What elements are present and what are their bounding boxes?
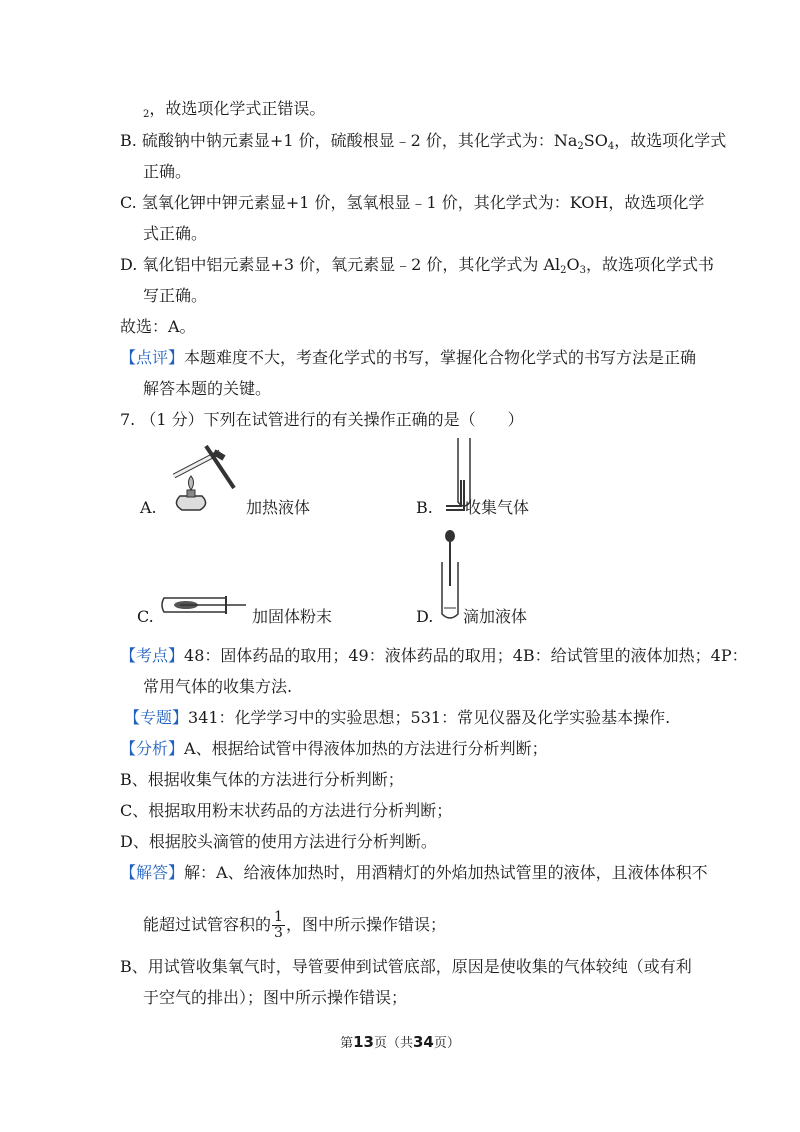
subscript: 4 [607,141,615,152]
text-span: ，图中所示操作错误； [285,915,446,934]
footer-text: 第 [340,1036,354,1051]
subscript: 2 [560,265,567,276]
dropping-liquid-figure [438,528,464,624]
jieda-tag: 【解答】 [120,863,185,882]
jieda-line [120,862,708,884]
subscript: 2 [143,109,150,120]
text-line: 写正确。 [143,286,208,305]
text-line: 式正确。 [143,224,208,243]
option-c-label: 加固体粉末 [252,607,333,626]
text-span: 341：化学学习中的实验思想；531：常见仪器及化学实验基本操作. [188,708,671,727]
text-line: C. 氢氧化钾中钾元素显+1 价，氢氧根显﹣1 价，其化学式为：KOH，故选项化学 [120,193,705,212]
kaodian-tag: 【考点】 [120,646,185,665]
option-a-letter: A. [140,498,157,517]
text-span: B. 硫酸钠中钠元素显+1 价，硫酸根显﹣2 价，其化学式为：Na [120,131,578,150]
zhuanti-line [124,707,670,729]
page-footer [0,1032,800,1051]
kaodian-line [120,645,748,667]
text-line [143,910,446,941]
text-span: O [566,255,580,274]
text-line: 于空气的排出）；图中所示操作错误； [143,988,408,1007]
option-d-label: 滴加液体 [463,607,528,626]
text-span: 本题难度不大，考查化学式的书写，掌握化合物化学式的书写方法是正确 [184,348,697,367]
zhuanti-tag: 【专题】 [124,708,189,727]
subscript: 2 [577,141,584,152]
fenxi-tag: 【分析】 [120,739,185,758]
text-line [120,130,726,158]
text-span: ，故选项化学式书 [586,255,715,274]
fraction-numerator: 1 [274,909,283,925]
text-line: D、根据胶头滴管的使用方法进行分析判断。 [120,832,437,851]
text-line: B、根据收集气体的方法进行分析判断； [120,770,404,789]
footer-text: 页） [433,1036,460,1051]
text-span: ，故选项化学式正错误。 [149,99,326,118]
text-line [143,98,325,126]
subscript: 3 [579,265,587,276]
option-b-label: 收集气体 [465,498,530,517]
text-span: A、根据给试管中得液体加热的方法进行分析判断； [184,739,548,758]
text-span: 能超过试管容积的 [143,915,272,934]
fraction-denominator: 3 [274,925,283,941]
option-d-letter: D. [416,607,434,626]
text-line: 常用气体的收集方法. [143,677,293,696]
heating-liquid-figure [158,438,238,514]
footer-text: 页（共 [373,1036,413,1051]
text-span: 48：固体药品的取用；49：液体药品的取用；4B：给试管里的液体加热；4P： [184,646,748,665]
question-title: 7. （1 分）下列在试管进行的有关操作正确的是（ ） [120,410,524,429]
review-line [120,347,696,369]
text-line: 正确。 [143,162,192,181]
review-tag: 【点评】 [120,348,185,367]
text-line [120,254,714,282]
text-line: C、根据取用粉末状药品的方法进行分析判断； [120,801,453,820]
adding-powder-figure [160,592,250,618]
text-span: 解：A、给液体加热时，用酒精灯的外焰加热试管里的液体，且液体体积不 [184,863,708,882]
page-number: 13 [353,1033,374,1051]
fraction [272,910,285,941]
total-pages: 34 [413,1033,434,1051]
answer-line: 故选：A。 [120,317,196,336]
text-span: ，故选项化学式 [614,131,727,150]
text-line: B、用试管收集氧气时，导管要伸到试管底部，原因是使收集的气体较纯（或有利 [120,957,692,976]
text-line: 解答本题的关键。 [143,379,272,398]
text-span: SO [583,131,608,150]
option-b-letter: B. [416,498,433,517]
option-c-letter: C. [137,607,154,626]
text-span: D. 氧化铝中铝元素显+3 价，氧元素显﹣2 价，其化学式为 Al [120,255,561,274]
fenxi-line [120,738,548,760]
option-a-label: 加热液体 [246,498,311,517]
